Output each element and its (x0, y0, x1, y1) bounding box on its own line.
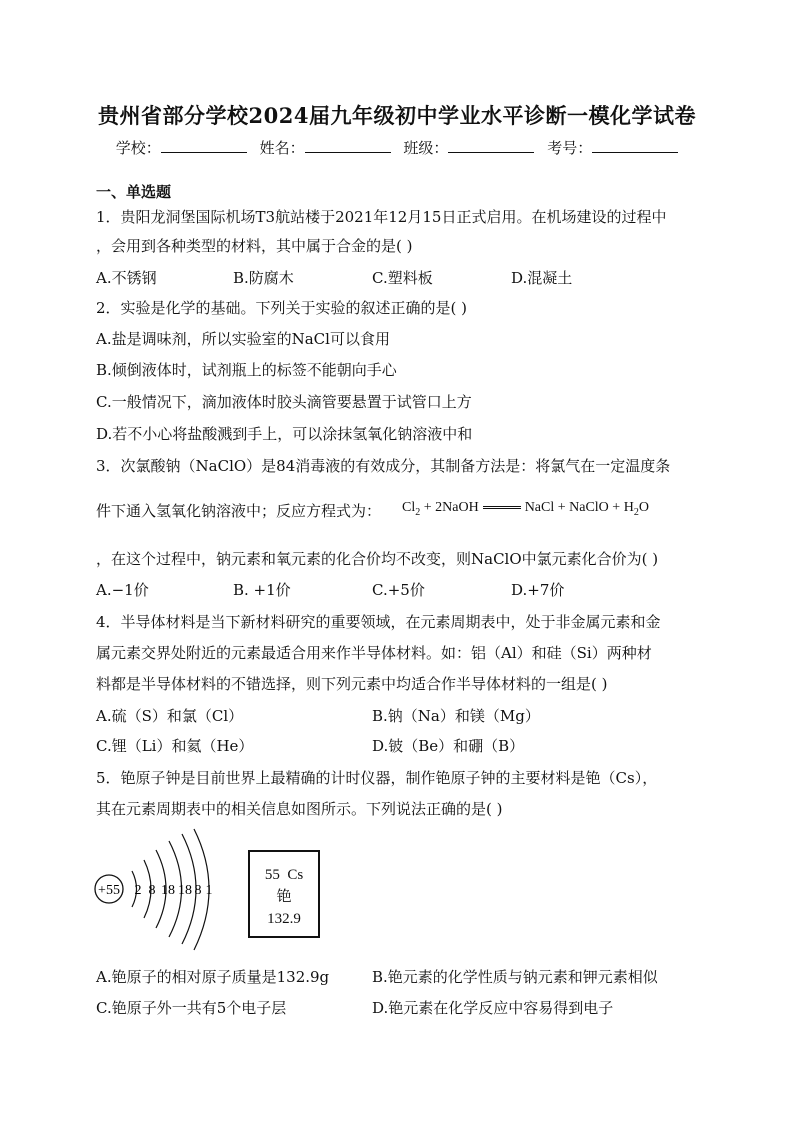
section-heading: 一、单选题 (96, 183, 172, 201)
page-title: 贵州省部分学校2024届九年级初中学业水平诊断一模化学试卷 (98, 103, 696, 128)
q2-option-d[interactable]: D.若不小心将盐酸溅到手上，可以涂抹氢氧化钠溶液中和 (96, 425, 473, 443)
q4-stem-line2: 属元素交界处附近的元素最适合用来作半导体材料。如：铝（Al）和硅（Si）两种材 (96, 644, 652, 662)
nucleus-charge: +55 (98, 883, 120, 898)
reaction-equation (402, 500, 649, 518)
shell-count-3: 18 (161, 883, 175, 898)
shell-count-2: 8 (148, 883, 156, 898)
q1-stem-line1: 1．贵阳龙洞堡国际机场T3航站楼于2021年12月15日正式启用。在机场建设的过程中 (96, 208, 667, 226)
q5-option-c[interactable]: C.铯原子外一共有5个电子层 (96, 999, 287, 1017)
q1-option-d[interactable]: D.混凝土 (511, 269, 573, 287)
q4-stem-line3: 料都是半导体材料的不错选择，则下列元素中均适合作半导体材料的一组是( ) (96, 675, 608, 693)
school-blank[interactable] (161, 138, 247, 153)
q3-stem-line2: 件下通入氢氧化钠溶液中；反应方程式为： (96, 502, 382, 520)
element-symbol: Cs (287, 867, 304, 883)
q4-stem-line1: 4．半导体材料是当下新材料研究的重要领域，在元素周期表中，处于非金属元素和金 (96, 613, 661, 631)
shell-count-4: 18 (178, 883, 192, 898)
q2-option-a[interactable]: A.盐是调味剂，所以实验室的NaCl可以食用 (96, 330, 390, 348)
q5-stem-line1: 5．铯原子钟是目前世界上最精确的计时仪器，制作铯原子钟的主要材料是铯（Cs）， (96, 769, 658, 787)
q3-option-a[interactable]: A.−1价 (96, 581, 149, 599)
student-info-line (0, 137, 794, 158)
name-label: 姓名： (259, 139, 305, 157)
q3-stem-line1: 3．次氯酸钠（NaClO）是84消毒液的有效成分，其制备方法是：将氯气在一定温度条 (96, 457, 671, 475)
eq-naoh: + 2NaOH (420, 500, 479, 515)
q3-option-d[interactable]: D.+7价 (511, 581, 565, 599)
cesium-atom-structure-diagram (92, 826, 222, 956)
equals-sign (483, 506, 521, 509)
shell-count-5: 8 (194, 883, 202, 898)
q5-option-a[interactable]: A.铯原子的相对原子质量是132.9g (96, 968, 330, 986)
class-label: 班级： (403, 139, 449, 157)
shell-count-6: 1 (205, 883, 213, 898)
q4-option-c[interactable]: C.锂（Li）和氦（He） (96, 737, 254, 755)
eq-sub-2: 2 (633, 506, 639, 518)
element-name: 铯 (276, 889, 292, 905)
number-blank[interactable] (592, 138, 678, 153)
q2-option-b[interactable]: B.倾倒液体时，试剂瓶上的标签不能朝向手心 (96, 361, 397, 379)
eq-oxygen: O (638, 500, 649, 515)
eq-sub-1: 2 (415, 506, 421, 518)
element-card-top (250, 864, 318, 886)
number-label: 考号： (547, 139, 593, 157)
q1-option-c[interactable]: C.塑料板 (372, 269, 433, 287)
q1-option-b[interactable]: B.防腐木 (233, 269, 294, 287)
atomic-number: 55 (264, 867, 280, 883)
q2-stem: 2．实验是化学的基础。下列关于实验的叙述正确的是( ) (96, 299, 468, 317)
cesium-element-card (248, 850, 320, 938)
q4-option-d[interactable]: D.铍（Be）和硼（B） (372, 737, 525, 755)
q3-option-c[interactable]: C.+5价 (372, 581, 425, 599)
atomic-mass: 132.9 (267, 911, 301, 927)
class-blank[interactable] (448, 138, 534, 153)
q2-option-c[interactable]: C.一般情况下，滴加液体时胶头滴管要悬置于试管口上方 (96, 393, 472, 411)
name-blank[interactable] (305, 138, 391, 153)
q1-option-a[interactable]: A.不锈钢 (96, 269, 157, 287)
shell-count-1: 2 (134, 883, 142, 898)
q5-option-b[interactable]: B.铯元素的化学性质与钠元素和钾元素相似 (372, 968, 658, 986)
q4-option-a[interactable]: A.硫（S）和氯（Cl） (96, 707, 244, 725)
q1-stem-line2: ，会用到各种类型的材料，其中属于合金的是( ) (96, 237, 413, 255)
q4-option-b[interactable]: B.钠（Na）和镁（Mg） (372, 707, 540, 725)
eq-products: NaCl + NaClO + H (524, 500, 634, 515)
q3-option-b[interactable]: B. +1价 (233, 581, 291, 599)
q3-stem-line3: ，在这个过程中，钠元素和氧元素的化合价均不改变，则NaClO中氯元素化合价为( ) (96, 550, 659, 568)
eq-chlorine: Cl (402, 500, 416, 515)
q5-stem-line2: 其在元素周期表中的相关信息如图所示。下列说法正确的是( ) (96, 800, 503, 818)
q5-option-d[interactable]: D.铯元素在化学反应中容易得到电子 (372, 999, 614, 1017)
school-label: 学校： (115, 139, 161, 157)
